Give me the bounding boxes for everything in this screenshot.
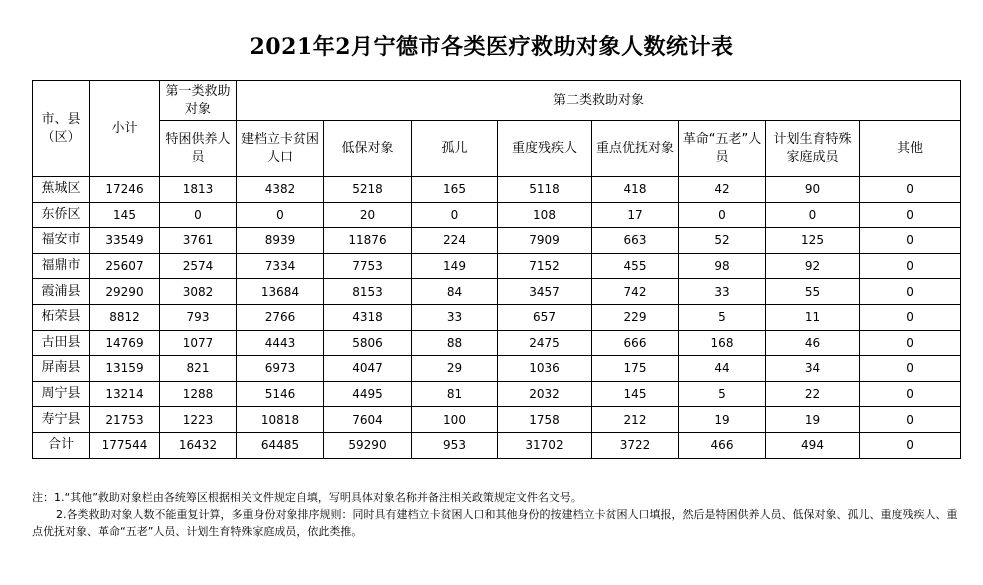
value-cell: 34 (766, 356, 860, 382)
table-row (33, 381, 961, 407)
header-column: 重度残疾人 (498, 121, 592, 177)
value-cell: 88 (412, 330, 498, 356)
value-cell: 0 (860, 330, 961, 356)
value-cell: 5 (679, 381, 766, 407)
value-cell: 108 (498, 202, 592, 228)
footnote-2: 2.各类救助对象人数不能重复计算，多重身份对象排序规则：同时具有建档立卡贫困人口和其他身份的按建档立卡贫困人口填报，然后是特困供养人员、低保对象、孤儿、重度残疾人、重点优抚对象、革命“五老”人员、计划生育特殊家庭成员，依此类推。 (32, 508, 958, 538)
value-cell: 25607 (90, 253, 160, 279)
value-cell: 8153 (324, 279, 412, 305)
value-cell: 33 (412, 304, 498, 330)
value-cell: 0 (860, 202, 961, 228)
value-cell: 125 (766, 228, 860, 254)
value-cell: 4443 (237, 330, 324, 356)
value-cell: 33549 (90, 228, 160, 254)
table-row (33, 407, 961, 433)
value-cell: 55 (766, 279, 860, 305)
value-cell: 8812 (90, 304, 160, 330)
header-region: 市、县（区） (33, 81, 90, 177)
value-cell: 13684 (237, 279, 324, 305)
value-cell: 90 (766, 177, 860, 203)
value-cell: 46 (766, 330, 860, 356)
region-name-cell: 蕉城区 (33, 177, 90, 203)
value-cell: 742 (592, 279, 679, 305)
footnote-1: 注：1.“其他”救助对象栏由各统筹区根据相关文件规定自填，写明具体对象名称并备注相关政策规定文件名文号。 (32, 491, 582, 504)
value-cell: 5806 (324, 330, 412, 356)
value-cell: 20 (324, 202, 412, 228)
value-cell: 455 (592, 253, 679, 279)
value-cell: 7753 (324, 253, 412, 279)
value-cell: 8939 (237, 228, 324, 254)
value-cell: 821 (160, 356, 237, 382)
region-name-cell: 寿宁县 (33, 407, 90, 433)
header-column: 重点优抚对象 (592, 121, 679, 177)
value-cell: 5 (679, 304, 766, 330)
value-cell: 64485 (237, 432, 324, 458)
value-cell: 84 (412, 279, 498, 305)
region-name-cell: 东侨区 (33, 202, 90, 228)
header-column: 其他 (860, 121, 961, 177)
region-name-cell: 古田县 (33, 330, 90, 356)
value-cell: 0 (860, 177, 961, 203)
value-cell: 5146 (237, 381, 324, 407)
value-cell: 0 (412, 202, 498, 228)
value-cell: 31702 (498, 432, 592, 458)
value-cell: 466 (679, 432, 766, 458)
header-subtotal: 小计 (90, 81, 160, 177)
value-cell: 224 (412, 228, 498, 254)
value-cell: 1036 (498, 356, 592, 382)
value-cell: 3457 (498, 279, 592, 305)
value-cell: 22 (766, 381, 860, 407)
table-row (33, 432, 961, 458)
value-cell: 418 (592, 177, 679, 203)
value-cell: 59290 (324, 432, 412, 458)
value-cell: 13159 (90, 356, 160, 382)
value-cell: 663 (592, 228, 679, 254)
region-name-cell: 合计 (33, 432, 90, 458)
region-name-cell: 福安市 (33, 228, 90, 254)
table-row (33, 330, 961, 356)
value-cell: 44 (679, 356, 766, 382)
value-cell: 11 (766, 304, 860, 330)
value-cell: 14769 (90, 330, 160, 356)
value-cell: 212 (592, 407, 679, 433)
table-row (33, 356, 961, 382)
value-cell: 6973 (237, 356, 324, 382)
statistics-table (32, 80, 961, 459)
value-cell: 145 (90, 202, 160, 228)
value-cell: 177544 (90, 432, 160, 458)
value-cell: 42 (679, 177, 766, 203)
value-cell: 52 (679, 228, 766, 254)
value-cell: 7334 (237, 253, 324, 279)
value-cell: 0 (860, 279, 961, 305)
value-cell: 2766 (237, 304, 324, 330)
value-cell: 98 (679, 253, 766, 279)
table-row (33, 202, 961, 228)
value-cell: 0 (860, 432, 961, 458)
value-cell: 149 (412, 253, 498, 279)
table-row (33, 304, 961, 330)
value-cell: 11876 (324, 228, 412, 254)
header-column: 计划生育特殊家庭成员 (766, 121, 860, 177)
table-row (33, 253, 961, 279)
header-column: 孤儿 (412, 121, 498, 177)
value-cell: 4495 (324, 381, 412, 407)
value-cell: 3761 (160, 228, 237, 254)
value-cell: 793 (160, 304, 237, 330)
value-cell: 0 (860, 407, 961, 433)
value-cell: 7152 (498, 253, 592, 279)
value-cell: 3722 (592, 432, 679, 458)
value-cell: 19 (766, 407, 860, 433)
value-cell: 4382 (237, 177, 324, 203)
value-cell: 0 (237, 202, 324, 228)
value-cell: 81 (412, 381, 498, 407)
value-cell: 19 (679, 407, 766, 433)
value-cell: 0 (860, 253, 961, 279)
value-cell: 5118 (498, 177, 592, 203)
value-cell: 7909 (498, 228, 592, 254)
header-category-2: 第二类救助对象 (237, 81, 961, 121)
value-cell: 3082 (160, 279, 237, 305)
page-title: 2021年2月宁德市各类医疗救助对象人数统计表 (249, 34, 734, 60)
value-cell: 17 (592, 202, 679, 228)
value-cell: 10818 (237, 407, 324, 433)
value-cell: 175 (592, 356, 679, 382)
value-cell: 229 (592, 304, 679, 330)
value-cell: 2032 (498, 381, 592, 407)
value-cell: 1813 (160, 177, 237, 203)
value-cell: 145 (592, 381, 679, 407)
header-category-1: 第一类救助对象 (160, 81, 237, 121)
header-column: 建档立卡贫困人口 (237, 121, 324, 177)
value-cell: 7604 (324, 407, 412, 433)
value-cell: 1077 (160, 330, 237, 356)
region-name-cell: 屏南县 (33, 356, 90, 382)
table-row (33, 279, 961, 305)
value-cell: 2574 (160, 253, 237, 279)
value-cell: 17246 (90, 177, 160, 203)
value-cell: 4318 (324, 304, 412, 330)
footnotes (32, 489, 962, 540)
value-cell: 0 (860, 228, 961, 254)
value-cell: 29 (412, 356, 498, 382)
value-cell: 0 (860, 356, 961, 382)
value-cell: 494 (766, 432, 860, 458)
value-cell: 0 (860, 381, 961, 407)
value-cell: 100 (412, 407, 498, 433)
value-cell: 666 (592, 330, 679, 356)
value-cell: 0 (160, 202, 237, 228)
value-cell: 92 (766, 253, 860, 279)
region-name-cell: 福鼎市 (33, 253, 90, 279)
value-cell: 13214 (90, 381, 160, 407)
value-cell: 21753 (90, 407, 160, 433)
region-name-cell: 霞浦县 (33, 279, 90, 305)
value-cell: 1223 (160, 407, 237, 433)
value-cell: 33 (679, 279, 766, 305)
header-column: 特困供养人员 (160, 121, 237, 177)
value-cell: 168 (679, 330, 766, 356)
header-column: 低保对象 (324, 121, 412, 177)
value-cell: 1288 (160, 381, 237, 407)
value-cell: 657 (498, 304, 592, 330)
value-cell: 2475 (498, 330, 592, 356)
region-name-cell: 周宁县 (33, 381, 90, 407)
table-row (33, 177, 961, 203)
table-row (33, 228, 961, 254)
value-cell: 4047 (324, 356, 412, 382)
value-cell: 29290 (90, 279, 160, 305)
value-cell: 5218 (324, 177, 412, 203)
value-cell: 16432 (160, 432, 237, 458)
header-column: 革命“五老”人员 (679, 121, 766, 177)
value-cell: 0 (860, 304, 961, 330)
region-name-cell: 柘荣县 (33, 304, 90, 330)
value-cell: 953 (412, 432, 498, 458)
value-cell: 0 (766, 202, 860, 228)
value-cell: 0 (679, 202, 766, 228)
value-cell: 1758 (498, 407, 592, 433)
value-cell: 165 (412, 177, 498, 203)
